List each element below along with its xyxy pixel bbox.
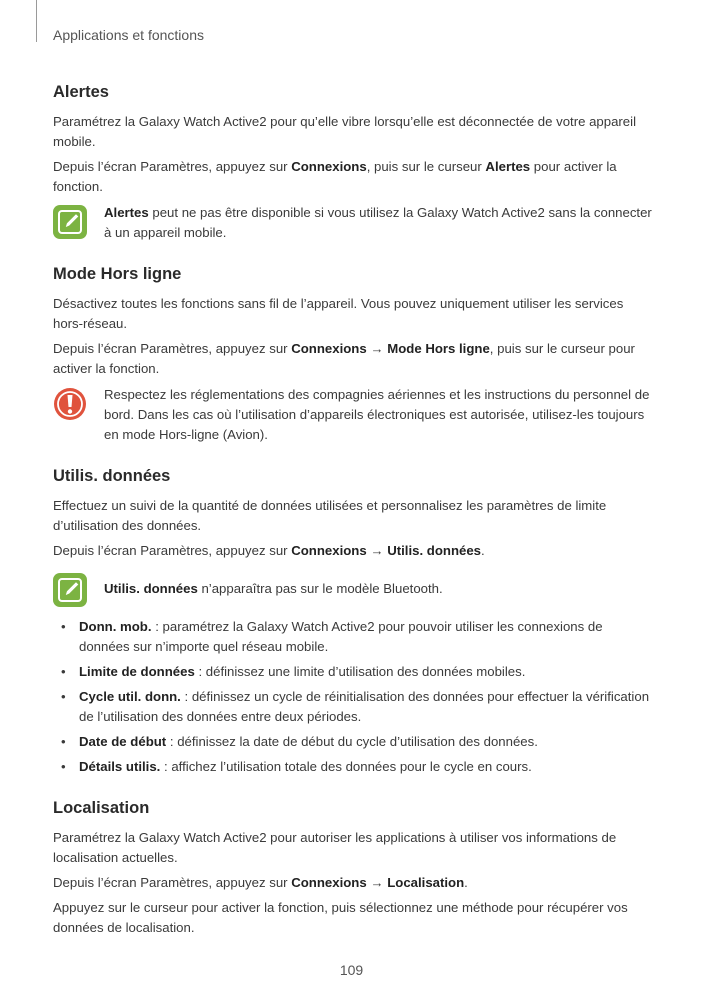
localisation-paragraph-3: Appuyez sur le curseur pour activer la fonction, puis sélectionnez une méthode pour récupérer vos données de localisation. — [53, 900, 628, 935]
section-title-alertes: Alertes — [53, 83, 109, 101]
term-connexions: Connexions — [291, 159, 367, 174]
list-item: • Détails utilis. : affichez l’utilisation totale des données pour le cycle en cours. — [61, 759, 532, 774]
localisation-paragraph-2: Depuis l’écran Paramètres, appuyez sur Connexions → Localisation. — [53, 875, 468, 890]
header-rule — [36, 0, 37, 42]
note-alertes — [53, 203, 653, 243]
donnees-paragraph-2: Depuis l’écran Paramètres, appuyez sur Connexions → Utilis. données. — [53, 543, 485, 558]
alertes-paragraph-2: Depuis l’écran Paramètres, appuyez sur Connexions, puis sur le curseur Alertes pour activer la fonction. — [53, 159, 617, 194]
warning-hors-ligne — [53, 385, 653, 445]
note-pencil-icon — [53, 205, 87, 239]
section-title-localisation: Localisation — [53, 799, 150, 817]
donnees-bullet-list — [53, 617, 653, 777]
warning-hors-ligne-text: Respectez les réglementations des compagnies aériennes et les instructions du personnel de bord. Dans les cas où l’utilisation d’appareils électroniques est autorisée, utilisez-les toujours en mode Hors-ligne (Avion). — [104, 387, 650, 442]
page-number: 109 — [339, 962, 364, 978]
running-title: Applications et fonctions — [53, 27, 204, 43]
term-alertes: Alertes — [485, 159, 531, 174]
list-item: • Cycle util. donn. : définissez un cycle de réinitialisation des données pour effectuer la vérification de l’utilisation des données entre deux périodes. — [61, 689, 650, 724]
page-content — [53, 83, 653, 943]
note-pencil-icon — [53, 573, 87, 607]
list-item: • Donn. mob. : paramétrez la Galaxy Watch Active2 pour pouvoir utiliser les connexions de données sur n’importe quel réseau mobile. — [61, 619, 603, 654]
section-title-hors-ligne: Mode Hors ligne — [53, 265, 182, 283]
alertes-paragraph-1: Paramétrez la Galaxy Watch Active2 pour qu’elle vibre lorsqu’elle est déconnectée de votre appareil mobile. — [53, 114, 637, 149]
note-alertes-text: Alertes peut ne pas être disponible si vous utilisez la Galaxy Watch Active2 sans la connecter à un appareil mobile. — [104, 205, 652, 240]
warning-exclamation-icon — [53, 387, 87, 421]
list-item: • Limite de données : définissez une limite d’utilisation des données mobiles. — [61, 664, 526, 679]
localisation-paragraph-1: Paramétrez la Galaxy Watch Active2 pour autoriser les applications à utiliser vos informations de localisation actuelles. — [53, 830, 617, 865]
note-donnees — [53, 571, 653, 607]
section-title-donnees: Utilis. données — [53, 467, 171, 485]
hors-ligne-paragraph-1: Désactivez toutes les fonctions sans fil de l’appareil. Vous pouvez uniquement utiliser les services hors-réseau. — [53, 296, 624, 331]
donnees-paragraph-1: Effectuez un suivi de la quantité de données utilisées et personnalisez les paramètres de limite d’utilisation des données. — [53, 498, 607, 533]
note-donnees-text: Utilis. données n’apparaîtra pas sur le modèle Bluetooth. — [104, 581, 443, 596]
list-item: • Date de début : définissez la date de début du cycle d’utilisation des données. — [61, 734, 538, 749]
hors-ligne-paragraph-2: Depuis l’écran Paramètres, appuyez sur Connexions → Mode Hors ligne, puis sur le curseur pour activer la fonction. — [53, 341, 635, 376]
